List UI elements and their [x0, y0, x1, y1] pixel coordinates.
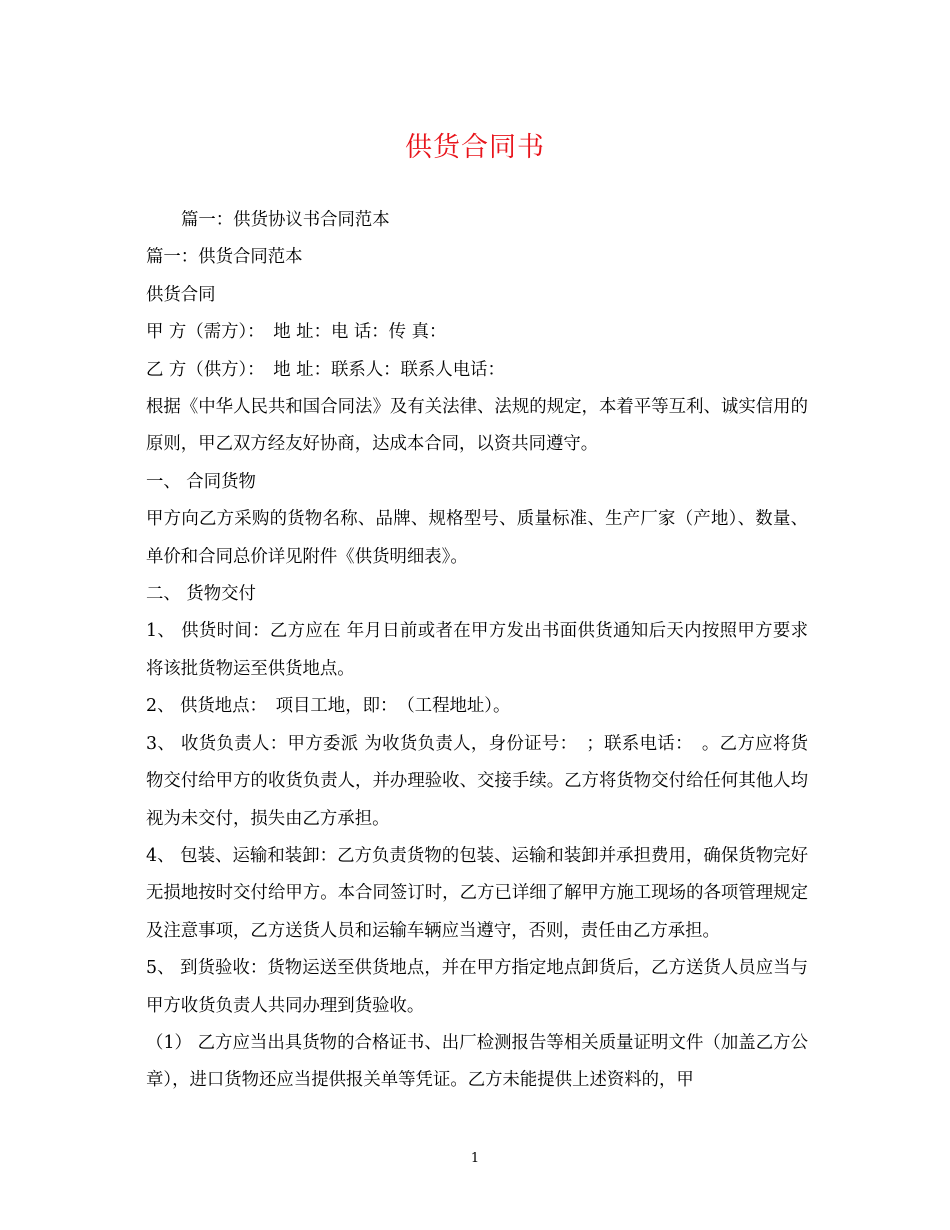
- paragraph-clause-2: 2、 供货地点： 项目工地，即： （工程地址）。: [146, 696, 511, 717]
- paragraph-clause-4: 4、 包装、运输和装卸：乙方负责货物的包装、运输和装卸并承担费用，确保货物完好无损地按时交付给甲方。本合同签订时，乙方已详细了解甲方施工现场的各项管理规定及注意事项，乙方送货人员和运输车辆应当遵守，否则，责任由乙方承担。: [146, 845, 808, 941]
- document-body: [146, 202, 808, 1100]
- paragraph-section-two: 二、 货物交付: [146, 584, 256, 605]
- paragraph-section-one: 一、 合同货物: [146, 471, 256, 492]
- paragraph-preamble: 根据《中华人民共和国合同法》及有关法律、法规的规定，本着平等互利、诚实信用的原则，甲乙双方经友好协商，达成本合同，以资共同遵守。: [146, 397, 808, 455]
- paragraph-section-heading: 篇一：供货协议书合同范本: [181, 210, 390, 230]
- paragraph-clause-3: 3、 收货负责人：甲方委派 为收货负责人，身份证号： ；联系电话： 。乙方应将货物交付给甲方的收货负责人，并办理验收、交接手续。乙方将货物交付给任何其他人均视为未交付，损失由乙方承担。: [146, 733, 808, 829]
- document-title: 供货合同书: [405, 132, 545, 163]
- paragraph-party-b: 乙 方（供方）： 地 址：联系人：联系人电话：: [146, 359, 505, 380]
- paragraph-subclause-1: （1） 乙方应当出具货物的合格证书、出厂检测报告等相关质量证明文件（加盖乙方公章），进口货物还应当提供报关单等凭证。乙方未能提供上述资料的，甲: [146, 1032, 808, 1091]
- paragraph-contract-label: 供货合同: [146, 284, 216, 305]
- paragraph-clause-5: 5、 到货验收：货物运送至供货地点，并在甲方指定地点卸货后，乙方送货人员应当与甲方收货负责人共同办理到货验收。: [146, 958, 808, 1016]
- page-number: 1: [470, 1151, 480, 1166]
- paragraph-clause-1: 1、 供货时间：乙方应在 年月日前或者在甲方发出书面供货通知后天内按照甲方要求将该批货物运至供货地点。: [146, 621, 808, 679]
- paragraph-goods: 甲方向乙方采购的货物名称、品牌、规格型号、质量标准、生产厂家（产地）、数量、单价和合同总价详见附件《供货明细表》。: [146, 509, 808, 567]
- paragraph-subheading: 篇一：供货合同范本: [146, 247, 303, 268]
- paragraph-party-a: 甲 方（需方）： 地 址：电 话：传 真：: [146, 322, 447, 343]
